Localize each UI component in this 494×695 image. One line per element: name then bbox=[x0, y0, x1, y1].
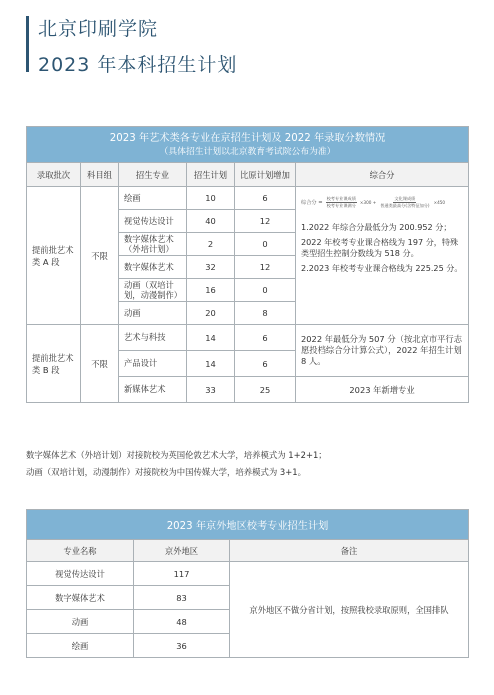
page-title: 北京印刷学院 bbox=[38, 18, 159, 40]
table1-header bbox=[27, 127, 469, 163]
table1-column-header-row bbox=[27, 163, 469, 187]
formula-mult-1: ×300 + bbox=[359, 199, 377, 205]
count-cell: 36 bbox=[134, 634, 230, 658]
col-header-major: 招生专业 bbox=[119, 163, 187, 187]
major-cell: 动画 bbox=[27, 610, 134, 634]
formula-f1-numerator: 校考专业课成绩 bbox=[326, 196, 356, 201]
footnote-2: 动画（双培计划，动漫制作）对接院校为中国传媒大学，培养模式为 3+1。 bbox=[26, 467, 306, 477]
major-cell: 新媒体艺术 bbox=[119, 377, 187, 403]
increase-cell: 6 bbox=[235, 351, 296, 377]
increase-cell: 6 bbox=[235, 187, 296, 210]
score-formula bbox=[301, 196, 465, 208]
col-header-major-name: 专业名称 bbox=[27, 540, 134, 562]
footnote-1: 数字媒体艺术（外培计划）对接院校为英国伦敦艺术大学，培养模式为 1+2+1； bbox=[26, 450, 327, 460]
batch-b-cell: 提前批艺术类 B 段 bbox=[27, 325, 81, 403]
formula-f2-numerator: 文化课成绩 bbox=[394, 196, 416, 201]
score-note-2: 2022 年校考专业课合格线为 197 分，特殊类型招生控制分数线为 518 分。 bbox=[301, 237, 459, 258]
score-note-1: 1.2022 年综合分最低分为 200.952 分； bbox=[301, 222, 452, 232]
major-cell: 艺术与科技 bbox=[119, 325, 187, 351]
formula-fraction-2 bbox=[379, 196, 430, 208]
new-major-note: 2023 年新增专业 bbox=[296, 377, 469, 403]
outside-beijing-table bbox=[26, 509, 469, 658]
table-row bbox=[27, 325, 469, 351]
count-cell: 48 bbox=[134, 610, 230, 634]
header-accent-bar bbox=[26, 16, 29, 72]
increase-cell: 6 bbox=[235, 325, 296, 351]
table1-title: 2023 年艺术类各专业在京招生计划及 2022 年录取分数情况 bbox=[109, 132, 386, 144]
score-b-cell: 2022 年最低分为 507 分（按北京市平行志愿投档综合分计算公式），2022 年招生计划 8 人。 bbox=[296, 325, 469, 377]
major-cell: 产品设计 bbox=[119, 351, 187, 377]
formula-fraction-1 bbox=[326, 196, 357, 208]
table-row bbox=[27, 187, 469, 210]
col-header-plan: 招生计划 bbox=[187, 163, 235, 187]
plan-cell: 33 bbox=[187, 377, 235, 403]
formula-label: 综合分 = bbox=[301, 199, 323, 206]
col-header-increase: 比原计划增加 bbox=[235, 163, 296, 187]
plan-cell: 32 bbox=[187, 256, 235, 279]
major-cell: 动画（双培计划，动漫制作） bbox=[119, 279, 187, 302]
plan-cell: 14 bbox=[187, 325, 235, 351]
col-header-remark: 备注 bbox=[230, 540, 469, 562]
major-cell: 视觉传达设计 bbox=[119, 210, 187, 233]
col-header-score: 综合分 bbox=[296, 163, 469, 187]
count-cell: 117 bbox=[134, 562, 230, 586]
major-cell: 绘画 bbox=[27, 634, 134, 658]
increase-cell: 25 bbox=[235, 377, 296, 403]
formula-f2-denominator: 普通类最高分(含特征加分) bbox=[380, 202, 430, 208]
increase-cell: 8 bbox=[235, 302, 296, 325]
major-cell: 视觉传达设计 bbox=[27, 562, 134, 586]
score-a-cell bbox=[296, 187, 469, 325]
increase-cell: 0 bbox=[235, 279, 296, 302]
col-header-subject: 科目组 bbox=[81, 163, 119, 187]
table2-title: 2023 年京外地区校考专业招生计划 bbox=[27, 510, 469, 540]
increase-cell: 0 bbox=[235, 233, 296, 256]
plan-cell: 2 bbox=[187, 233, 235, 256]
formula-f1-denominator: 校考专业课满分 bbox=[326, 202, 356, 208]
table-row bbox=[27, 562, 469, 586]
major-cell: 数字媒体艺术（外培计划） bbox=[119, 233, 187, 256]
plan-cell: 14 bbox=[187, 351, 235, 377]
major-cell: 动画 bbox=[119, 302, 187, 325]
art-admission-table bbox=[26, 126, 469, 403]
major-cell: 数字媒体艺术 bbox=[27, 586, 134, 610]
table1-subtitle: （具体招生计划以北京教育考试院公布为准） bbox=[159, 146, 336, 157]
subject-b-cell: 不限 bbox=[81, 325, 119, 403]
table2-column-header-row bbox=[27, 540, 469, 562]
major-cell: 数字媒体艺术 bbox=[119, 256, 187, 279]
increase-cell: 12 bbox=[235, 256, 296, 279]
major-cell: 绘画 bbox=[119, 187, 187, 210]
plan-cell: 20 bbox=[187, 302, 235, 325]
remark-cell: 京外地区不做分省计划，按照我校录取原则，全国排队 bbox=[230, 562, 469, 658]
subject-a-cell: 不限 bbox=[81, 187, 119, 325]
increase-cell: 12 bbox=[235, 210, 296, 233]
formula-mult-2: ×450 bbox=[433, 199, 446, 205]
col-header-batch: 录取批次 bbox=[27, 163, 81, 187]
page-subtitle: 2023 年本科招生计划 bbox=[38, 54, 238, 76]
count-cell: 83 bbox=[134, 586, 230, 610]
plan-cell: 16 bbox=[187, 279, 235, 302]
score-note-3: 2.2023 年校考专业课合格线为 225.25 分。 bbox=[301, 263, 463, 273]
col-header-region: 京外地区 bbox=[134, 540, 230, 562]
batch-a-cell: 提前批艺术类 A 段 bbox=[27, 187, 81, 325]
plan-cell: 40 bbox=[187, 210, 235, 233]
plan-cell: 10 bbox=[187, 187, 235, 210]
